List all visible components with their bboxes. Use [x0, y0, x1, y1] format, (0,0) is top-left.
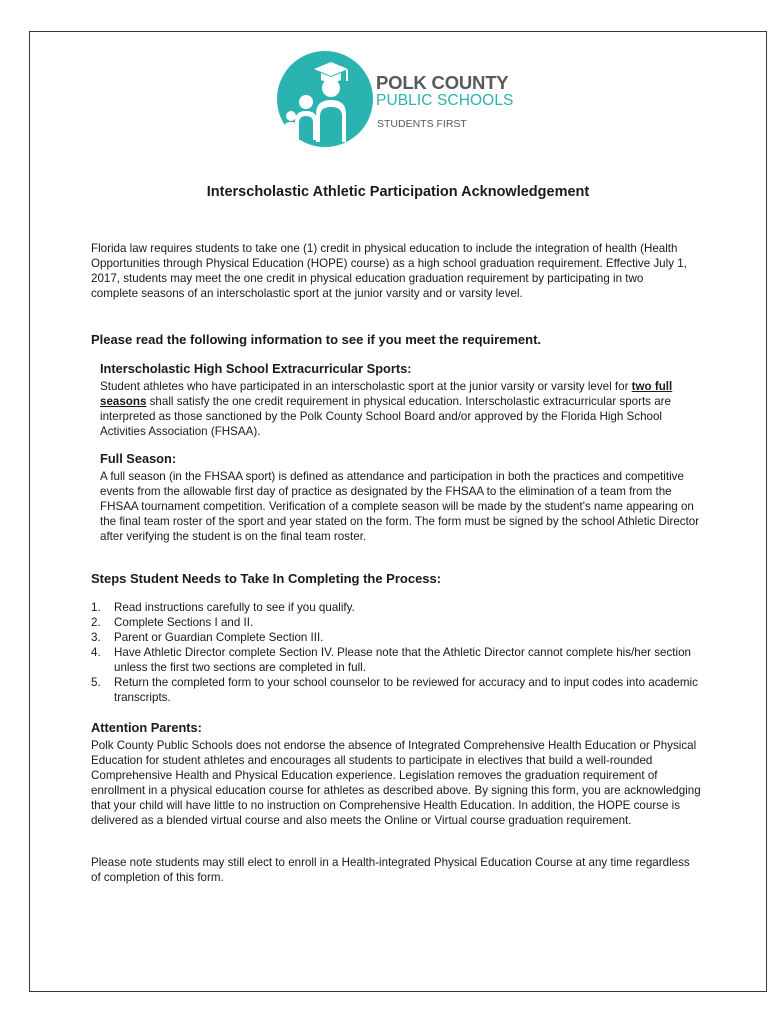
section-text-lead: Student athletes who have participated in an interscholastic sport at the junior varsity or varsity level for	[100, 380, 632, 393]
district-logo	[276, 50, 516, 148]
extracurricular-sports-section	[100, 361, 700, 439]
document-page	[29, 31, 767, 992]
list-item-number: 3.	[91, 631, 101, 644]
list-item-text: Return the completed form to your school counselor to be reviewed for accuracy and to input codes into academic transcripts.	[114, 676, 698, 704]
logo-line-2: PUBLIC SCHOOLS	[376, 92, 514, 109]
list-item	[91, 675, 711, 705]
list-item-text: Have Athletic Director complete Section IV. Please note that the Athletic Director cannot complete his/her section unless the first two sections are completed in full.	[114, 646, 691, 674]
section-heading: Interscholastic High School Extracurricular Sports:	[100, 361, 412, 376]
section-text: Polk County Public Schools does not endorse the absence of Integrated Comprehensive Health Education or Physical Education for student athletes and encourages all students to participate in electives that build a well-rounded Comprehensive Health and Physical Education experience. Legislation removes the graduation requirement of enrollment in a physical education course for athletes as described above. By signing this form, you are acknowledging that your child will have little to no instruction on Comprehensive Health Education. In addition, the HOPE course is delivered as a blended virtual course and also meets the Online or Virtual course graduation requirement.	[91, 739, 701, 827]
logo-line-1: POLK COUNTY	[376, 72, 509, 93]
section-text	[100, 379, 700, 439]
list-item-text: Parent or Guardian Complete Section III.	[114, 631, 324, 644]
steps-heading: Steps Student Needs to Take In Completing the Process:	[91, 571, 442, 586]
list-item-text: Complete Sections I and II.	[114, 616, 254, 629]
list-item	[91, 600, 711, 615]
logo-tagline: STUDENTS FIRST	[377, 118, 467, 130]
closing-note: Please note students may still elect to enroll in a Health-integrated Physical Education Course at any time regardless of completion of this form.	[91, 856, 690, 884]
section-heading: Attention Parents:	[91, 720, 202, 735]
list-item	[91, 630, 711, 645]
section-text-rest: shall satisfy the one credit requirement in physical education. Interscholastic extracurricular sports are interpreted as those sanctioned by the Polk County School Board and/or approved by the Florida High School Activities Association (FHSAA).	[100, 395, 671, 438]
page-title: Interscholastic Athletic Participation Acknowledgement	[206, 184, 590, 200]
list-item-number: 1.	[91, 601, 101, 614]
section-text: A full season (in the FHSAA sport) is defined as attendance and participation in both the practices and competitive events from the allowable first day of practice as designated by the FHSAA to the elimination of a team from the FHSAA tournament competition. Verification of a complete season will be made by the student's name appearing on the final team roster of the sport and year stated on the form. The form must be signed by the school Athletic Director after verifying the student is on the final team roster.	[100, 470, 700, 543]
list-item-text: Read instructions carefully to see if you qualify.	[114, 601, 355, 614]
list-item-number: 4.	[91, 646, 101, 659]
steps-list	[91, 600, 711, 705]
full-season-section	[100, 451, 700, 544]
intro-paragraph: Florida law requires students to take one (1) credit in physical education to include the integration of health (Health Opportunities through Physical Education (HOPE) course) as a high school graduation requirement. Effective July 1, 2017, students may meet the one credit in physical education graduation requirement by participating in two complete seasons of an interscholastic sport at the junior varsity and or varsity level.	[91, 242, 687, 300]
list-item-number: 5.	[91, 676, 101, 689]
list-item-number: 2.	[91, 616, 101, 629]
students-emblem-icon	[276, 50, 374, 148]
attention-parents-section	[91, 720, 701, 828]
logo-wordmark	[376, 73, 514, 130]
list-item	[91, 615, 711, 630]
list-item	[91, 645, 711, 675]
section-heading: Full Season:	[100, 451, 177, 466]
main-heading: Please read the following information to see if you meet the requirement.	[91, 332, 542, 347]
emphasis-text: two full seasons	[100, 380, 673, 408]
